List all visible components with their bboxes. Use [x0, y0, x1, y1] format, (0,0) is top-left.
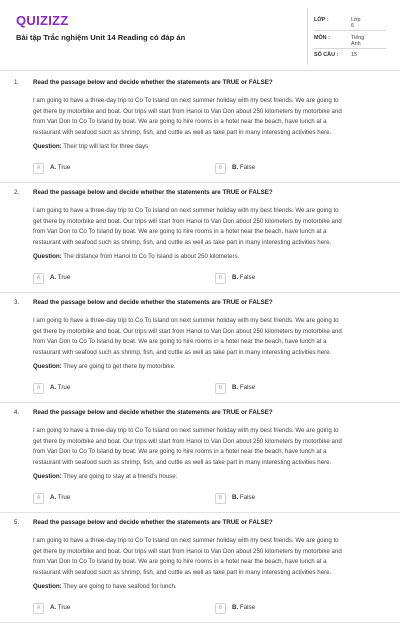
- option-a-box[interactable]: A: [33, 163, 44, 174]
- passage-line: from Van Don to Co To Island by boat. We are going to hire rooms in a hotel near the beach, have lunch at a: [33, 448, 327, 455]
- passage-line: from Van Don to Co To Island by boat. We are going to hire rooms in a hotel near the beach, have lunch at a: [33, 228, 327, 235]
- worksheet-info: [307, 8, 391, 65]
- reading-passage: [33, 536, 393, 578]
- passage-line: get there by motorbike and boat. Our trips will start from Hanoi to Van Don about 250 kilometers by motorbike and: [33, 107, 342, 115]
- question-text: The distance from Hanoi to Co To Island is about 250 kilometers.: [63, 253, 240, 260]
- question-prompt: [33, 253, 239, 260]
- reading-passage: [33, 206, 393, 248]
- option-b-label: B. False: [232, 494, 256, 501]
- passage-line: restaurant with seafood such as shrimp, fish, and cuttle as well as take part in many interesting activities here.: [33, 238, 332, 246]
- question-divider: [0, 512, 400, 513]
- passage-line: I am going to have a three-day trip to Co To Island on next summer holiday with my best friends. We are going to: [33, 207, 339, 214]
- reading-passage: [33, 426, 393, 468]
- passage-line: restaurant with seafood such as shrimp, fish, and cuttle as well as take part in many interesting activities here.: [33, 348, 332, 356]
- question-prompt: [33, 143, 148, 150]
- passage-line: from Van Don to Co To Island by boat. We are going to hire rooms in a hotel near the beach, have lunch at a: [33, 558, 327, 565]
- option-a-box[interactable]: A: [33, 273, 44, 284]
- question-text: Their trip will last for three days: [63, 143, 149, 150]
- reading-passage: [33, 316, 393, 358]
- option-b-box[interactable]: B: [215, 383, 226, 394]
- question-instruction: Read the passage below and decide whether the statements are TRUE or FALSE?: [33, 519, 273, 526]
- question-number: 1.: [14, 79, 20, 86]
- question-instruction: Read the passage below and decide whether the statements are TRUE or FALSE?: [33, 299, 273, 306]
- option-b-box[interactable]: B: [215, 163, 226, 174]
- question-label: Question:: [33, 363, 62, 370]
- question-divider: [0, 402, 400, 403]
- question-instruction: Read the passage below and decide whether the statements are TRUE or FALSE?: [33, 409, 273, 416]
- passage-line: I am going to have a three-day trip to Co To Island on next summer holiday with my best friends. We are going to: [33, 317, 339, 324]
- option-a-box[interactable]: A: [33, 383, 44, 394]
- passage-line: get there by motorbike and boat. Our trips will start from Hanoi to Van Don about 250 kilometers by motorbike and: [33, 327, 342, 335]
- option-a-label: A. True: [50, 604, 71, 611]
- option-a-label: A. True: [50, 164, 71, 171]
- info-value: Tiếng Anh: [351, 35, 365, 47]
- passage-line: I am going to have a three-day trip to Co To Island on next summer holiday with my best friends. We are going to: [33, 427, 339, 434]
- option-b-box[interactable]: B: [215, 603, 226, 614]
- passage-line: I am going to have a three-day trip to Co To Island on next summer holiday with my best friends. We are going to: [33, 537, 339, 544]
- passage-line: from Van Don to Co To Island by boat. We are going to hire rooms in a hotel near the beach, have lunch at a: [33, 338, 327, 345]
- question-label: Question:: [33, 473, 62, 480]
- question-label: Question:: [33, 253, 62, 260]
- info-value: 15: [351, 52, 357, 58]
- question-divider: [0, 292, 400, 293]
- option-a-label: A. True: [50, 494, 71, 501]
- question-number: 4.: [14, 409, 20, 416]
- passage-line: get there by motorbike and boat. Our trips will start from Hanoi to Van Don about 250 kilometers by motorbike and: [33, 437, 342, 445]
- question-label: Question:: [33, 143, 62, 150]
- info-divider: [314, 48, 386, 49]
- passage-line: from Van Don to Co To Island by boat. We are going to hire rooms in a hotel near the beach, have lunch at a: [33, 118, 327, 125]
- question-prompt: [33, 583, 177, 590]
- option-b-label: B. False: [232, 274, 256, 281]
- question-prompt: [33, 363, 176, 370]
- option-a-label: A. True: [50, 384, 71, 391]
- passage-line: restaurant with seafood such as shrimp, fish, and cuttle as well as take part in many interesting activities here.: [33, 128, 332, 136]
- question-number: 3.: [14, 299, 20, 306]
- option-b-box[interactable]: B: [215, 273, 226, 284]
- passage-line: I am going to have a three-day trip to Co To Island on next summer holiday with my best friends. We are going to: [33, 97, 339, 104]
- question-number: 5.: [14, 519, 20, 526]
- question-text: They are going to have seafood for lunch.: [63, 583, 177, 590]
- option-b-label: B. False: [232, 164, 256, 171]
- passage-line: get there by motorbike and boat. Our trips will start from Hanoi to Van Don about 250 kilometers by motorbike and: [33, 217, 342, 225]
- question-instruction: Read the passage below and decide whether the statements are TRUE or FALSE?: [33, 79, 273, 86]
- option-a-box[interactable]: A: [33, 493, 44, 504]
- passage-line: restaurant with seafood such as shrimp, fish, and cuttle as well as take part in many interesting activities here.: [33, 568, 332, 576]
- header-divider: [0, 70, 400, 71]
- option-a-box[interactable]: A: [33, 603, 44, 614]
- question-text: They are going to stay at a friend's house.: [63, 473, 178, 480]
- question-instruction: Read the passage below and decide whether the statements are TRUE or FALSE?: [33, 189, 273, 196]
- question-text: They are going to get there by motorbike.: [63, 363, 176, 370]
- option-b-box[interactable]: B: [215, 493, 226, 504]
- info-label: LỚP :: [314, 17, 329, 23]
- info-value: Lớp 6: [351, 17, 361, 29]
- quizizz-logo: QUIZIZZ: [16, 13, 69, 28]
- option-a-label: A. True: [50, 274, 71, 281]
- question-number: 2.: [14, 189, 20, 196]
- question-prompt: [33, 473, 177, 480]
- question-divider: [0, 182, 400, 183]
- info-divider: [314, 30, 386, 31]
- option-b-label: B. False: [232, 604, 256, 611]
- option-b-label: B. False: [232, 384, 256, 391]
- passage-line: get there by motorbike and boat. Our trips will start from Hanoi to Van Don about 250 kilometers by motorbike and: [33, 547, 342, 555]
- info-label: MÔN :: [314, 35, 330, 41]
- page-header: [0, 0, 400, 72]
- question-label: Question:: [33, 583, 62, 590]
- info-label: SỐ CÂU :: [314, 52, 339, 58]
- passage-line: restaurant with seafood such as shrimp, fish, and cuttle as well as take part in many interesting activities here.: [33, 458, 332, 466]
- reading-passage: [33, 96, 393, 138]
- page-title: Bài tập Trắc nghiệm Unit 14 Reading có đáp án: [16, 33, 186, 42]
